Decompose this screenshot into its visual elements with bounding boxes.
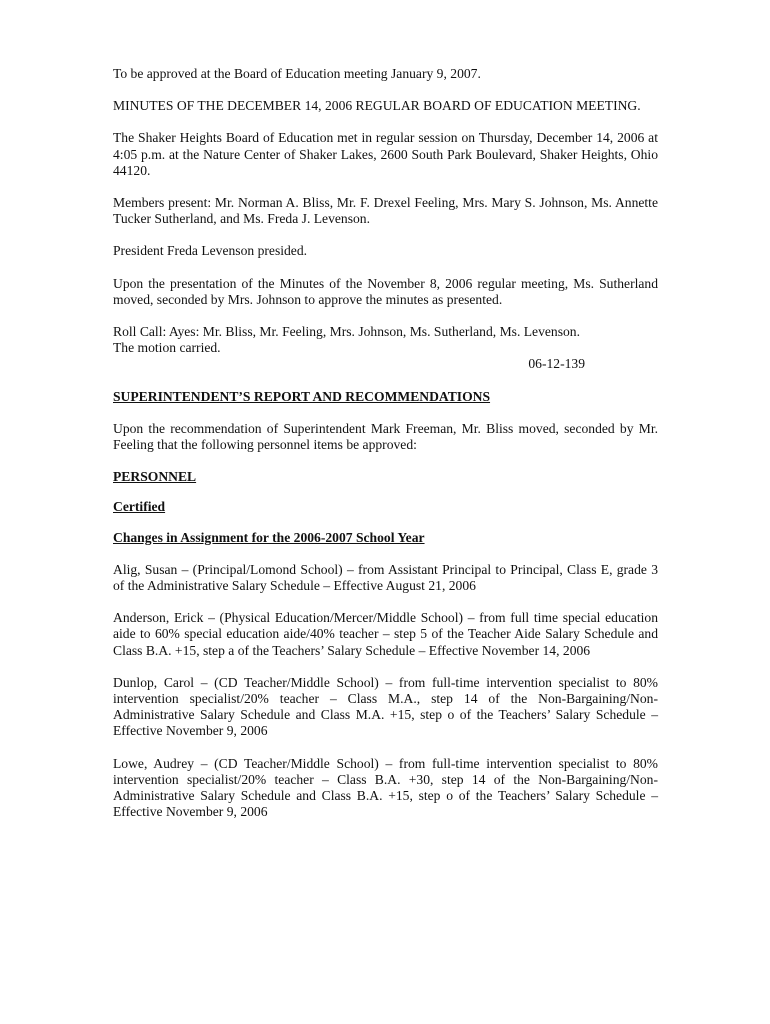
members-present: Members present: Mr. Norman A. Bliss, Mr. F. Drexel Feeling, Mrs. Mary S. Johnson, Ms. Annette Tucker Sutherland, and Ms. Freda J. Levenson. — [113, 195, 658, 227]
intro-paragraph: The Shaker Heights Board of Education met in regular session on Thursday, December 14, 2006 at 4:05 p.m. at the Nature Center of Shaker Lakes, 2600 South Park Boulevard, Shaker Heights, Ohio 44120. — [113, 130, 658, 178]
superintendent-heading: SUPERINTENDENT’S REPORT AND RECOMMENDATIONS — [113, 388, 491, 404]
presided-note: President Freda Levenson presided. — [113, 243, 308, 259]
resolution-number: 06-12-139 — [528, 356, 585, 372]
minutes-title: MINUTES OF THE DECEMBER 14, 2006 REGULAR BOARD OF EDUCATION MEETING. — [113, 98, 641, 114]
entry-lowe: Lowe, Audrey – (CD Teacher/Middle School) – from full-time intervention specialist to 80% intervention specialist/20% teacher – Class B.A. +30, step 14 of the Non-Bargaining/Non-Administrative Salary Schedule and Class B.A. +15, step o of the Teachers’ Salary Schedule – Effective November 9, 2006 — [113, 755, 658, 820]
entry-dunlop: Dunlop, Carol – (CD Teacher/Middle School) – from full-time intervention specialist to 80% intervention specialist/20% teacher – Class M.A., step 14 of the Non-Bargaining/Non-Administrative Salary Schedule and Class M.A. +15, step o of the Teachers’ Salary Schedule – Effective November 9, 2006 — [113, 674, 658, 739]
recommendation-paragraph: Upon the recommendation of Superintendent Mark Freeman, Mr. Bliss moved, seconded by Mr. Feeling that the following personnel items be approved: — [113, 420, 658, 453]
certified-heading: Certified — [113, 499, 166, 515]
minutes-motion: Upon the presentation of the Minutes of the November 8, 2006 regular meeting, Ms. Sutherland moved, seconded by Mrs. Johnson to approve the minutes as presented. — [113, 275, 658, 307]
approval-note: To be approved at the Board of Education meeting January 9, 2007. — [113, 66, 481, 81]
entry-alig: Alig, Susan – (Principal/Lomond School) – from Assistant Principal to Principal, Class E, grade 3 of the Administrative Salary Schedule – Effective August 21, 2006 — [113, 561, 658, 594]
personnel-heading: PERSONNEL — [113, 469, 197, 485]
changes-heading: Changes in Assignment for the 2006-2007 School Year — [113, 529, 425, 545]
motion-carried: The motion carried. — [113, 340, 221, 356]
entry-anderson: Anderson, Erick – (Physical Education/Mercer/Middle School) – from full time special education aide to 60% special education aide/40% teacher – step 5 of the Teacher Aide Salary Schedule and Class B.A. +15, step a of the Teachers’ Salary Schedule – Effective November 14, 2006 — [113, 610, 658, 658]
document-page — [113, 66, 658, 837]
roll-call: Roll Call: Ayes: Mr. Bliss, Mr. Feeling, Mrs. Johnson, Ms. Sutherland, Ms. Levenson. — [113, 324, 580, 340]
